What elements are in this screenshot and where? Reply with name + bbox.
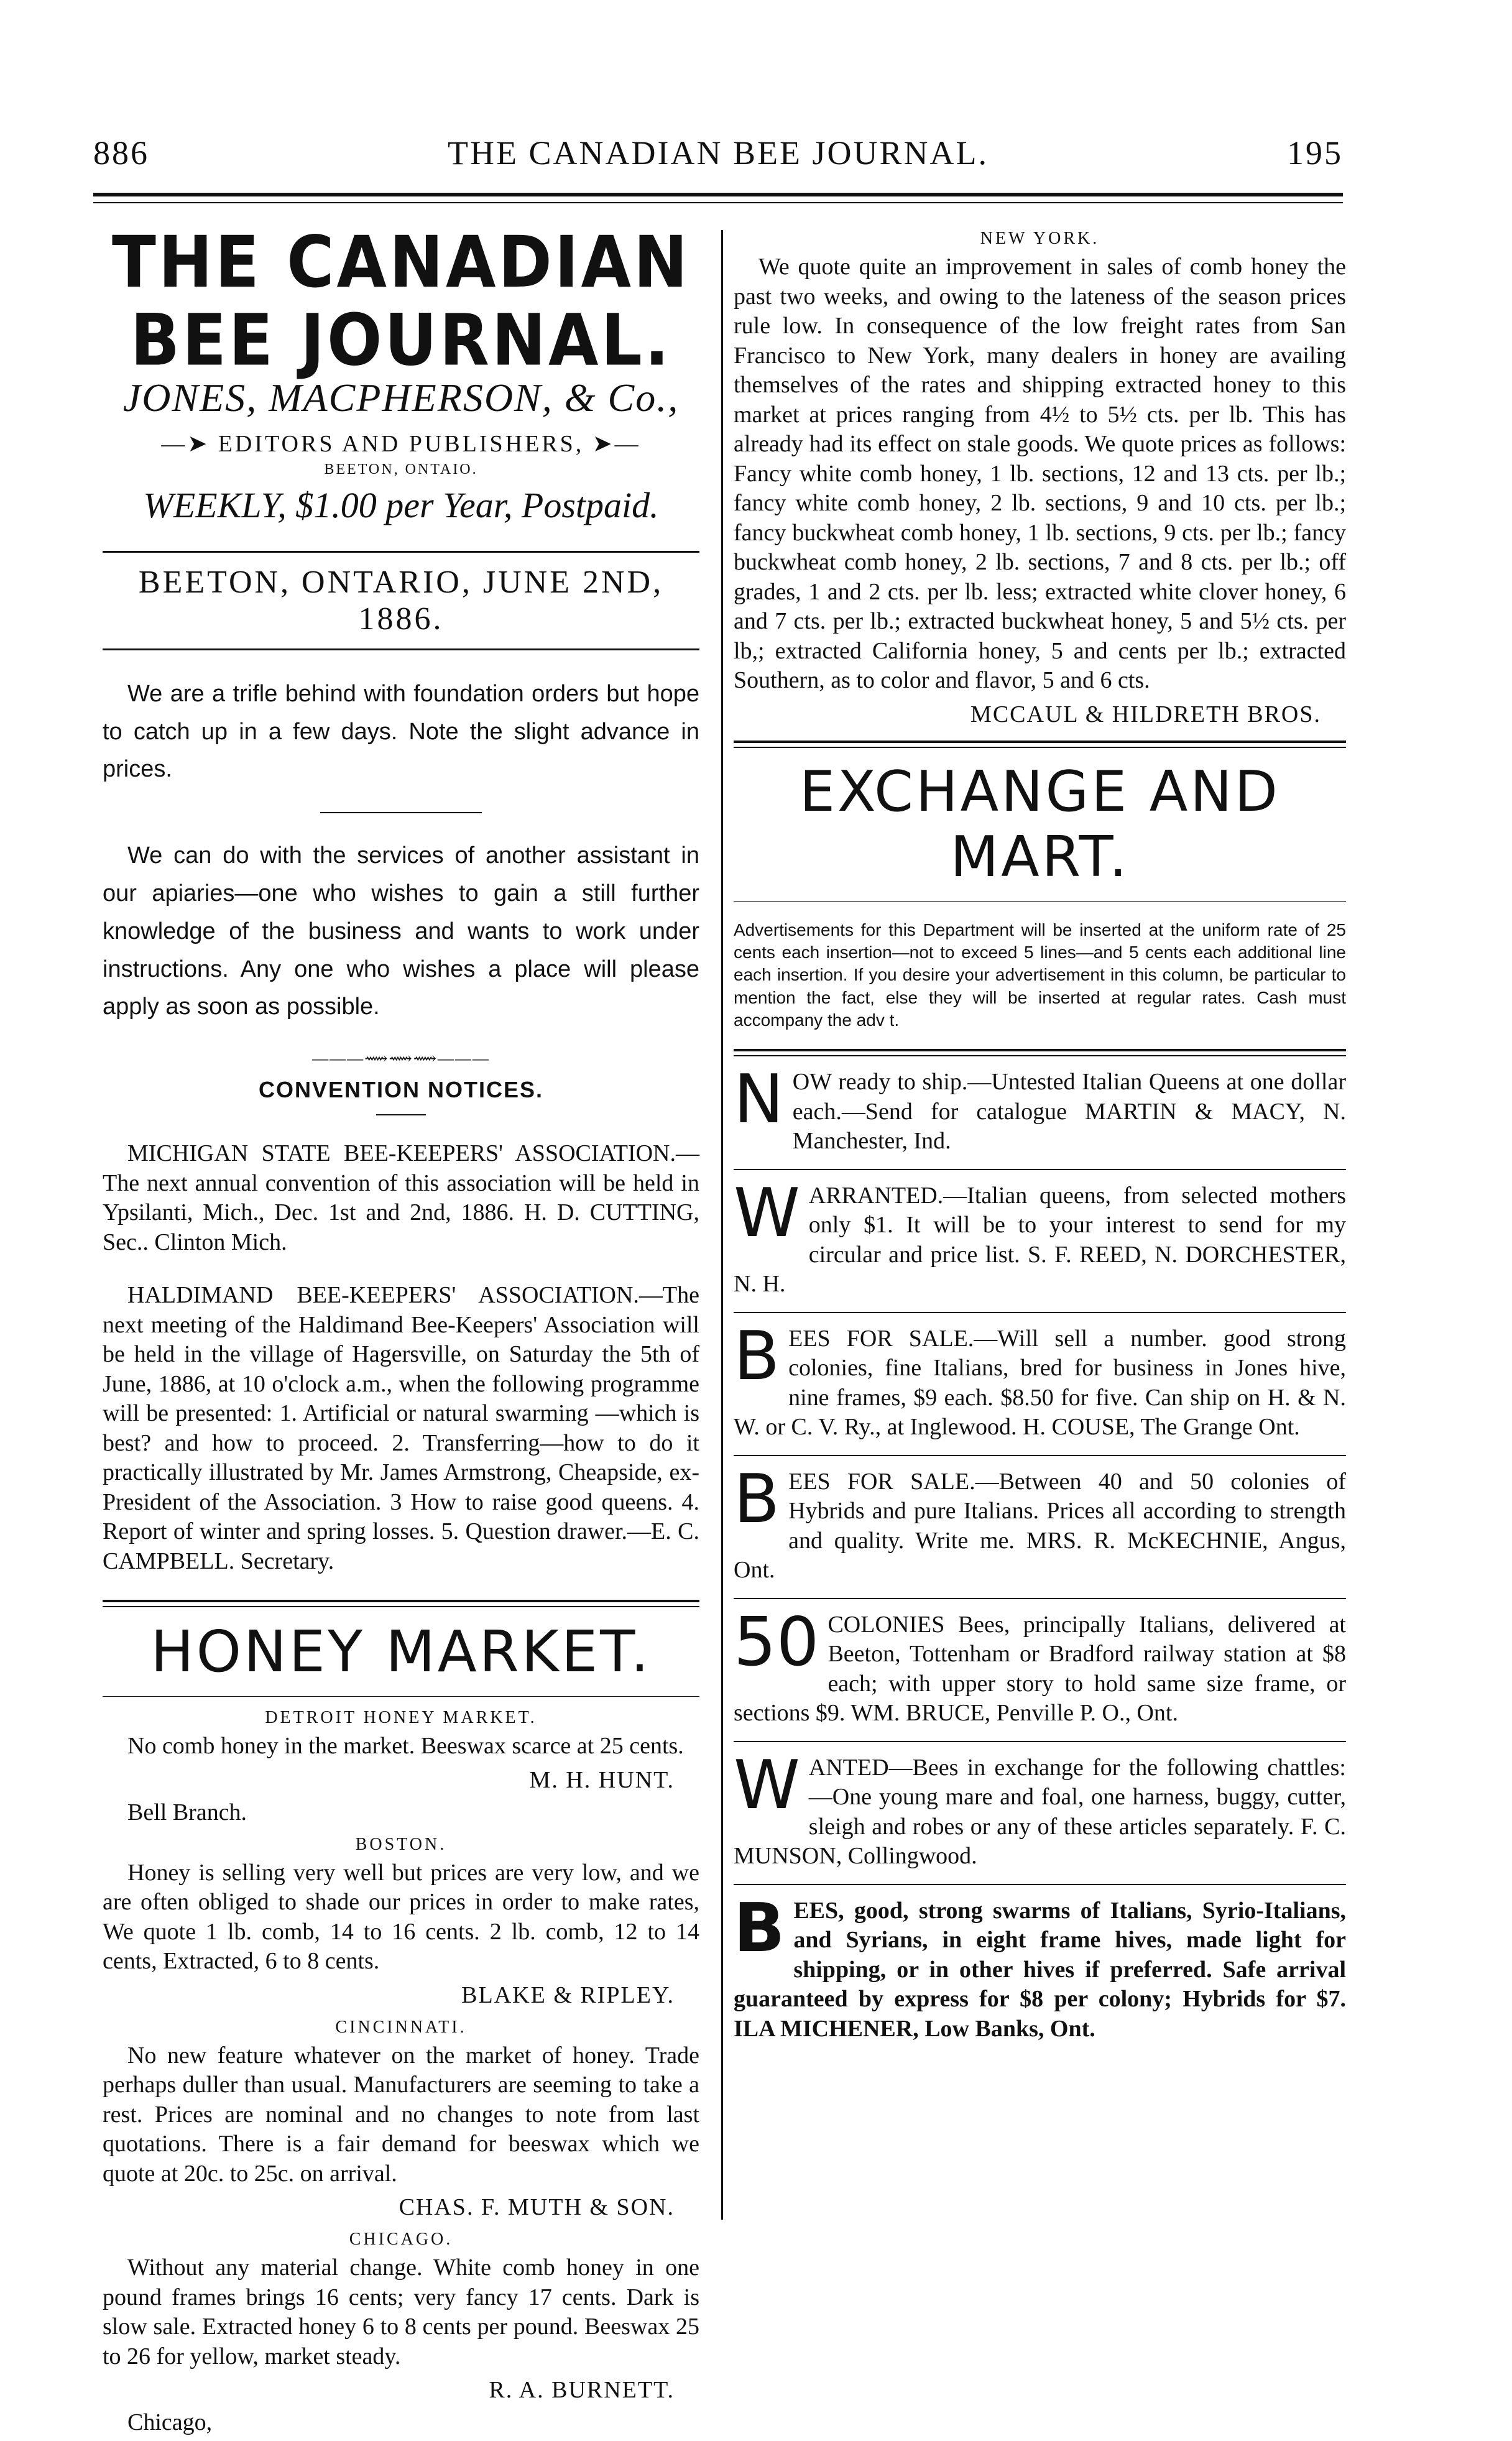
subscription-line: WEEKLY, $1.00 per Year, Postpaid.: [143, 484, 659, 525]
journal-running-title: THE CANADIAN BEE JOURNAL.: [448, 134, 989, 172]
boston-label: BOSTON.: [355, 1834, 447, 1854]
column-divider: [721, 230, 723, 2220]
cincinnati-label: CINCINNATI.: [335, 2017, 467, 2037]
ad-text: COLONIES Bees, principally Italians, delivered at Beeton, Tottenham or Bradford railway station at $8 each; with upper story to hold same size frame, or sections $9. WM. BRUCE, Penville P. O., Ont.: [734, 1611, 1346, 1727]
ad-text: OW ready to ship.—Untested Italian Queens at one dollar each.—Send for catalogue MARTIN & MACY, N. Manchester, Ind.: [792, 1069, 1346, 1155]
ad-text: ANTED—Bees in exchange for the following chattles:—One young mare and foal, one harness, buggy, cutter, sleigh and robes or any of these articles separately. F. C. MUNSON, Collingwood.: [734, 1754, 1346, 1870]
ad-text: EES FOR SALE.—Will sell a number. good strong colonies, fine Italians, bred for business in Jones hive, nine frames, $9 each. $8.50 for five. Can ship on H. & N. W. or C. V. Ry., at Inglewood. H. COUSE, The Grange Ont.: [734, 1325, 1346, 1441]
editorial-divider: [320, 812, 482, 813]
detroit-place: Bell Branch.: [127, 1799, 247, 1825]
ad-reed: [734, 1170, 1346, 1313]
honey-market-heading: HONEY MARKET.: [150, 1618, 652, 1686]
convention-divider: [376, 1114, 426, 1115]
header-rule-thin: [93, 202, 1343, 203]
new-york-signature: MCCAUL & HILDRETH BROS.: [970, 701, 1321, 727]
ad-michener: [734, 1885, 1346, 2057]
left-column: [103, 220, 699, 2441]
editorial-paragraph-1: We are a trifle behind with foundation orders but hope to catch up in a few days. Note the slight advance in prices.: [103, 680, 699, 783]
new-york-report: We quote quite an improvement in sales of comb honey the past two weeks, and owing to the lateness of the season prices rule low. In consequence of the low freight rates from San Francisco to New York, many dealers in honey are availing themselves of the rates and shipping extracted honey to this market at prices ranging from 4½ to 5½ cts. per lb. This has already had its effect on stale goods. We quote prices as follows: Fancy white comb honey, 1 lb. sections, 12 and 13 cts. per lb.; fancy white comb honey, 2 lb. sections, 9 and 10 cts. per lb.; fancy buckwheat comb honey, 1 lb. sections, 9 cts. per lb.; fancy buckwheat comb honey, 2 lb. sections, 7 and 8 cts. per lb.; off grades, 1 and 2 cts. per lb. less; extracted white clover honey, 6 and 7 cts. per lb.; extracted buckwheat honey, 5 and 5½ cts. per lb,; extracted California honey, 5 and cents per lb.; extracted Southern, as to color and flavor, 5 and 6 cts.: [734, 254, 1346, 693]
ad-dropcap: 50: [734, 1603, 819, 1681]
right-column: [734, 224, 1346, 2056]
header-rule: [93, 193, 1343, 196]
convention-haldimand: HALDIMAND BEE-KEEPERS' ASSOCIATION.—The next meeting of the Haldimand Bee-Keepers' Association will be held in the village of Hagersville, on Saturday the 5th of June, 1886, at 10 o'clock a.m., when the following programme will be presented: 1. Artificial or natural swarming —which is best? and how to proceed. 2. Transferring—how to do it practically illustrated by Mr. James Armstrong, Cheapside, ex-President of the Association. 3 How to raise good queens. 4. Report of winter and spring losses. 5. Question drawer.—E. C. CAMPBELL. Secretary.: [103, 1282, 699, 1574]
detroit-signature: M. H. HUNT.: [529, 1766, 675, 1793]
chicago-signature: R. A. BURNETT.: [489, 2377, 675, 2404]
ad-dropcap: B: [734, 1317, 780, 1395]
editorial-paragraph-2: We can do with the services of another assistant in our apiaries—one who wishes to gain a still further knowledge of the business and wants to work under instructions. Any one who wishes a place will please apply as soon as possible.: [103, 842, 699, 1020]
detroit-report: No comb honey in the market. Beeswax scarce at 25 cents.: [127, 1733, 684, 1760]
ad-text: EES FOR SALE.—Between 40 and 50 colonies of Hybrids and pure Italians. Prices all according to strength and quality. Write me. MRS. R. McKECHNIE, Angus, Ont.: [734, 1468, 1346, 1584]
chicago-place: Chicago,: [127, 2409, 213, 2436]
detroit-label: DETROIT HONEY MARKET.: [265, 1708, 537, 1728]
ads-top-rule: [734, 1049, 1346, 1056]
masthead-title: THE CANADIAN BEE JOURNAL.: [111, 220, 691, 382]
editors-line: [103, 430, 699, 458]
ornament-divider: ———⟿⟿⟿———: [312, 1050, 490, 1068]
page-number-right: 195: [1287, 134, 1343, 172]
ad-couse: [734, 1313, 1346, 1456]
cincinnati-signature: CHAS. F. MUTH & SON.: [399, 2194, 675, 2221]
boston-report: Honey is selling very well but prices are very low, and we are often obliged to shade our prices in order to make rates, We quote 1 lb. comb, 14 to 16 cents. 2 lb. comb, 12 to 14 cents, Extracted, 6 to 8 cents.: [103, 1859, 699, 1975]
honey-market-rule: [103, 1696, 699, 1697]
ad-martin-macy: [734, 1056, 1346, 1170]
cincinnati-report: No new feature whatever on the market of honey. Trade perhaps duller than usual. Manufacturers are seeming to take a rest. Prices are nominal and no changes to note from last quotations. There is a fair demand for beeswax which we quote at 20c. to 25c. on arrival.: [103, 2042, 699, 2187]
place-line: BEETON, ONTAIO.: [324, 461, 478, 478]
section-double-rule: [103, 1600, 699, 1607]
left-arrow-ornament: —➤: [161, 430, 210, 457]
page-number-left: 886: [93, 134, 149, 172]
convention-michigan: MICHIGAN STATE BEE-KEEPERS' ASSOCIATION.—The next annual convention of this association will be held in Ypsilanti, Mich., Dec. 1st and 2nd, 1886. H. D. CUTTING, Sec.. Clinton Mich.: [103, 1140, 699, 1255]
exchange-double-rule: [734, 741, 1346, 748]
exchange-heading: EXCHANGE AND MART.: [800, 759, 1280, 890]
exchange-notice: Advertisements for this Department will be inserted at the uniform rate of 25 cents each insertion—not to exceed 5 lines—and 5 cents each additional line each insertion. If you desire your advertisement in this column, be particular to mention the fact, else they will be inserted at regular rates. Cash must accompany the adv t.: [734, 920, 1346, 1030]
dateline: BEETON, ONTARIO, JUNE 2ND, 1886.: [103, 551, 699, 650]
boston-signature: BLAKE & RIPLEY.: [461, 1982, 675, 2008]
ad-mckechnie: [734, 1456, 1346, 1599]
chicago-report: Without any material change. White comb honey in one pound frames brings 16 cents; very fancy 17 cents. Dark is slow sale. Extracted honey 6 to 8 cents per pound. Beeswax 25 to 26 for yellow, market steady.: [103, 2254, 699, 2369]
ad-dropcap: N: [734, 1061, 784, 1139]
ad-munson: [734, 1742, 1346, 1885]
ad-dropcap: W: [734, 1746, 800, 1824]
ad-text: EES, good, strong swarms of Italians, Syrio-Italians, and Syrians, in eight frame hives, made light for shipping, or in other hives if preferred. Safe arrival guaranteed by express for $8 per colony; Hybrids for $7. ILA MICHENER, Low Banks, Ont.: [734, 1897, 1346, 2042]
ad-dropcap: B: [734, 1889, 785, 1967]
ad-text: ARRANTED.—Italian queens, from selected mothers only $1. It will be to your interest to send for my circular and price list. S. F. REED, N. DORCHESTER, N. H.: [734, 1182, 1346, 1298]
right-arrow-ornament: ➤—: [592, 430, 641, 457]
chicago-label: CHICAGO.: [349, 2230, 453, 2250]
new-york-label: NEW YORK.: [980, 229, 1100, 248]
publisher-line: JONES, MACPHERSON, & Co.,: [122, 375, 680, 420]
running-head: [93, 134, 1343, 177]
editors-label: EDITORS AND PUBLISHERS,: [218, 430, 584, 457]
ad-dropcap: W: [734, 1174, 800, 1252]
ad-bruce: [734, 1599, 1346, 1742]
convention-heading: CONVENTION NOTICES.: [258, 1077, 544, 1103]
ad-dropcap: B: [734, 1460, 780, 1538]
exchange-rule: [734, 901, 1346, 902]
